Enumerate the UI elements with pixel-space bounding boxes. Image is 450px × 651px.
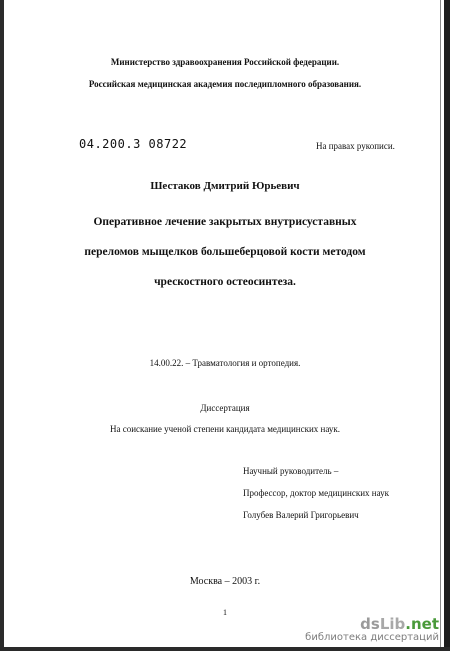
registration-number: 04.200.3 08722 [79,137,188,151]
specialty-code: 14.00.22. – Травматология и ортопедия. [149,358,301,368]
scan-right-edge [444,0,450,651]
supervisor-title: Профессор, доктор медицинских наук [243,488,390,498]
dissertation-label: Диссертация [200,403,250,413]
title-line-2: переломов мыщелков большеберцовой кости методом [84,246,366,258]
title-line-3: чрескостного остеосинтеза. [154,276,296,288]
manuscript-rights-note: На правах рукописи. [316,141,395,151]
dslib-logo: dsLib.net [360,614,439,633]
dslib-watermark [305,616,439,644]
author-name: Шестаков Дмитрий Юрьевич [150,180,300,192]
supervisor-name: Голубев Валерий Григорьевич [243,510,359,520]
scan-bottom-edge [0,647,450,651]
ministry-line-1: Министерство здравоохранения Российской федерации. [110,57,340,67]
supervisor-role: Научный руководитель – [243,466,339,476]
dslib-subtitle: библиотека диссертаций [305,632,439,643]
title-line-1: Оперативное лечение закрытых внутрисуставных [93,216,357,228]
ministry-line-2: Российская медицинская академия последипломного образования. [88,79,362,89]
degree-statement: На соискание ученой степени кандидата медицинских наук. [109,424,341,434]
place-and-year: Москва – 2003 г. [189,576,261,587]
scan-left-edge [0,0,4,651]
page-number: 1 [223,608,227,617]
scan-right-edge-line [440,0,441,651]
